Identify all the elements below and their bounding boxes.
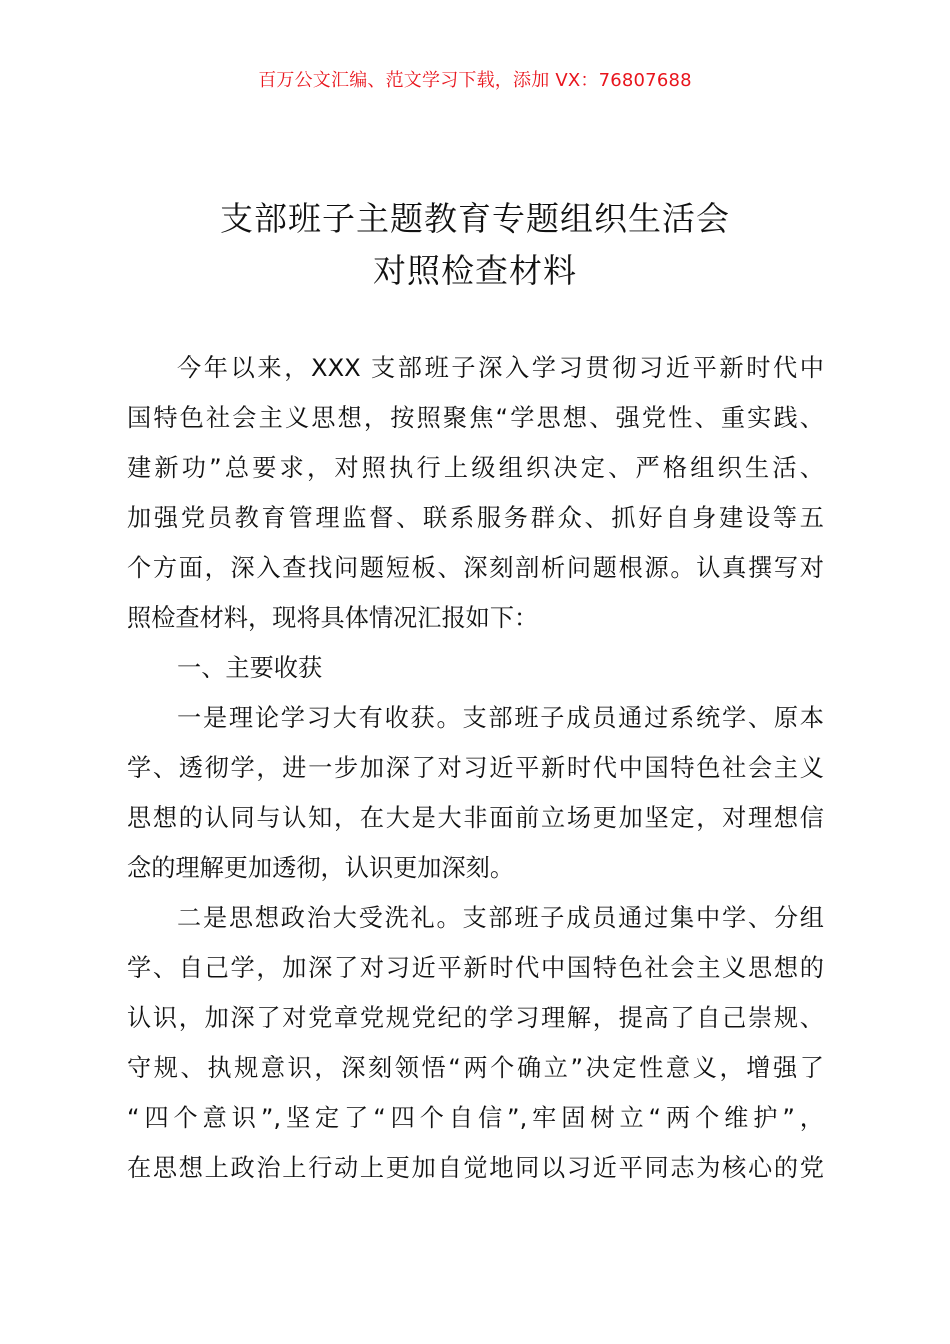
document-title: 支部班子主题教育专题组织生活会: [220, 199, 730, 238]
document-subtitle: 对照检查材料: [373, 251, 577, 290]
paragraph-theory-line-3: 思想的认同与认知，在大是大非面前立场更加坚定，对理想信: [127, 804, 824, 832]
paragraph-theory-line-2: 学、透彻学，进一步加深了对习近平新时代中国特色社会主义: [127, 754, 824, 782]
paragraph-intro-line-5: 个方面，深入查找问题短板、深刻剖析问题根源。认真撰写对: [127, 554, 824, 582]
paragraph-politics-line-3: 认识，加深了对党章党规党纪的学习理解，提高了自己崇规、: [127, 1004, 824, 1032]
document-body: [127, 343, 824, 1193]
paragraph-theory-line-1: 一是理论学习大有收获。支部班子成员通过系统学、原本: [177, 704, 824, 732]
paragraph-intro-line-4: 加强党员教育管理监督、联系服务群众、抓好自身建设等五: [127, 504, 824, 532]
paragraph-theory-line-4: 念的理解更加透彻，认识更加深刻。: [127, 854, 515, 882]
paragraph-politics-line-6: 在思想上政治上行动上更加自觉地同以习近平同志为核心的党: [127, 1154, 824, 1182]
paragraph-intro-line-1: 今年以来，XXX 支部班子深入学习贯彻习近平新时代中: [177, 354, 824, 382]
section-heading-main-gains: 一、主要收获: [177, 654, 323, 682]
paragraph-intro-line-3: 建新功”总要求，对照执行上级组织决定、严格组织生活、: [127, 454, 824, 482]
header-note: 百万公文汇编、范文学习下载，添加 VX：76807688: [258, 70, 692, 91]
paragraph-intro-line-2: 国特色社会主义思想，按照聚焦“学思想、强党性、重实践、: [127, 404, 824, 432]
paragraph-politics-line-5: “四个意识”,坚定了“四个自信”,牢固树立“两个维护”，: [127, 1104, 824, 1132]
paragraph-intro-line-6: 照检查材料，现将具体情况汇报如下：: [127, 604, 539, 632]
paragraph-politics-line-1: 二是思想政治大受洗礼。支部班子成员通过集中学、分组: [177, 904, 824, 932]
paragraph-politics-line-2: 学、自己学，加深了对习近平新时代中国特色社会主义思想的: [127, 954, 824, 982]
paragraph-politics-line-4: 守规、执规意识，深刻领悟“两个确立”决定性意义，增强了: [127, 1054, 824, 1082]
